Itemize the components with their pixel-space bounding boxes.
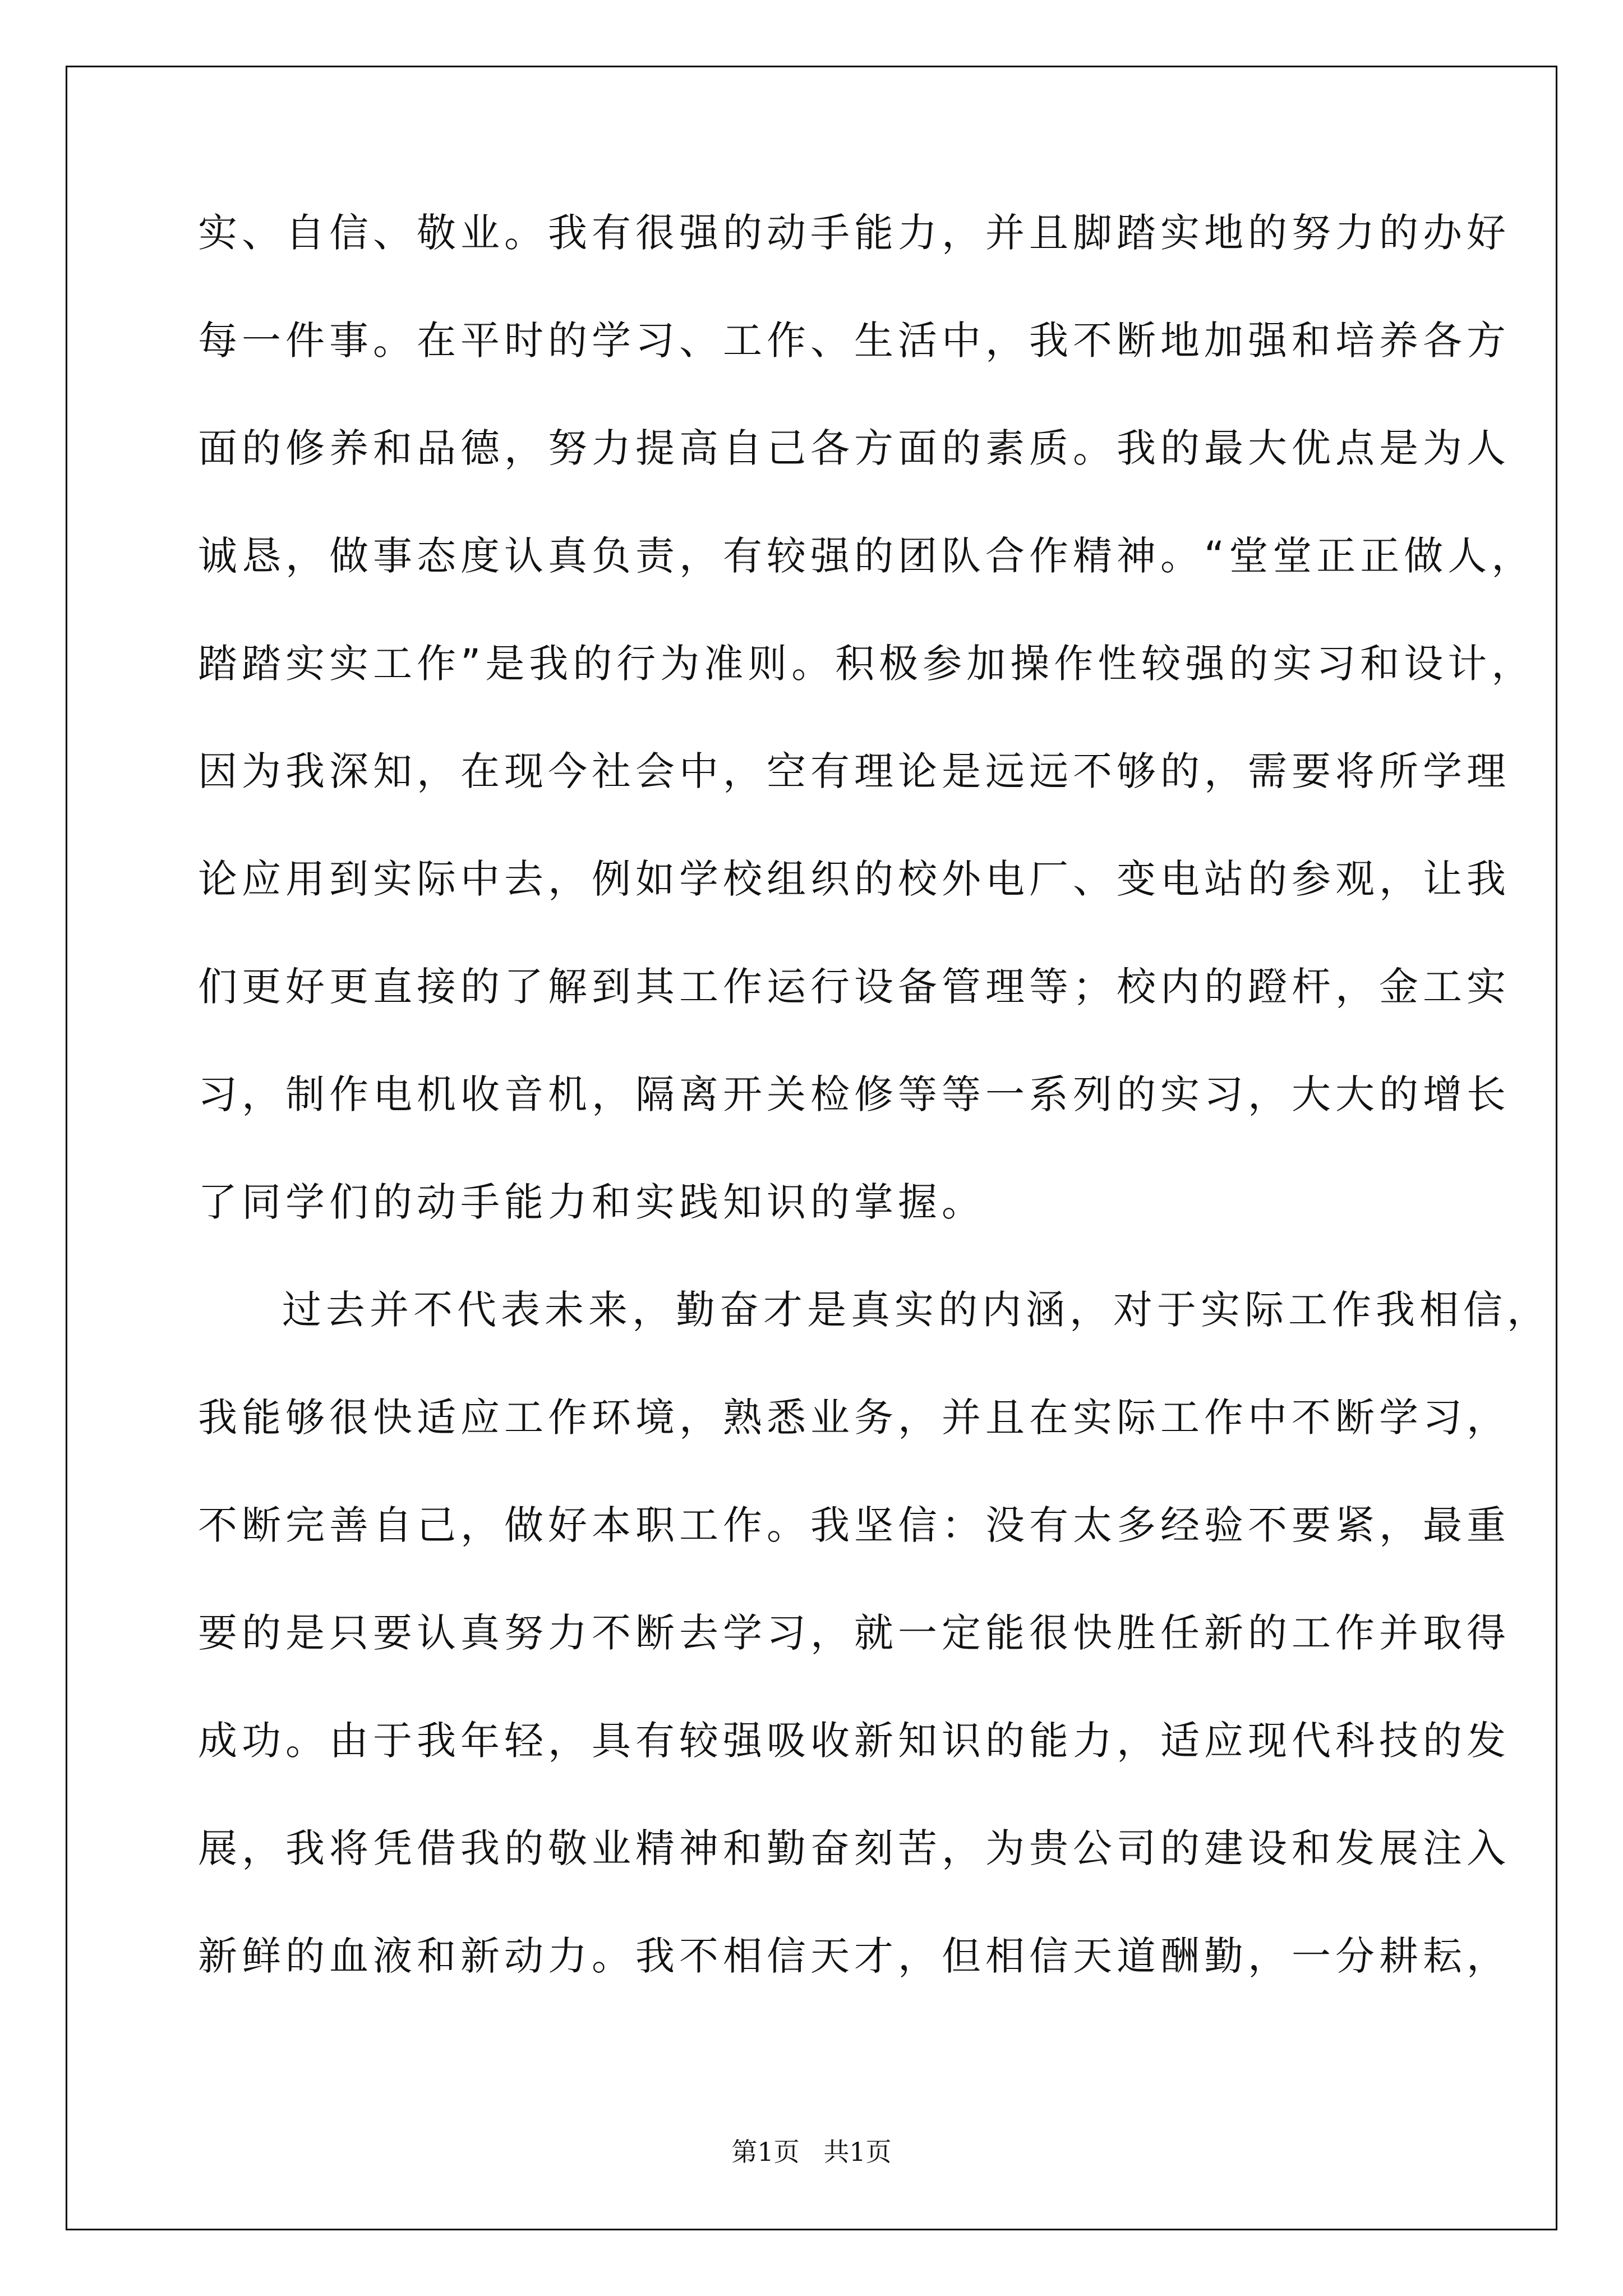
text-line: 实、自信、敬业。我有很强的动手能力，并且脚踏实地的努力的办好 [198,210,1510,256]
text-line: 们更好更直接的了解到其工作运行设备管理等；校内的蹬杆，金工实 [198,964,1510,1010]
document-body [198,210,1551,2044]
text-line: 每一件事。在平时的学习、工作、生活中，我不断地加强和培养各方 [198,318,1510,364]
text-line: 展，我将凭借我的敬业精神和勤奋刻苦，为贵公司的建设和发展注入 [198,1825,1510,1871]
text-line: 因为我深知，在现今社会中，空有理论是远远不够的，需要将所学理 [198,748,1510,794]
text-line: 论应用到实际中去，例如学校组织的校外电厂、变电站的参观，让我 [198,856,1510,902]
paragraph-start-line: 过去并不代表未来，勤奋才是真实的内涵，对于实际工作我相信， [282,1287,1551,1333]
text-line: 诚恳，做事态度认真负责，有较强的团队合作精神。“堂堂正正做人， [198,533,1536,579]
text-line: 不断完善自己，做好本职工作。我坚信：没有太多经验不要紧，最重 [198,1502,1510,1548]
text-line: 新鲜的血液和新动力。我不相信天才，但相信天道酬勤，一分耕耘， [198,1933,1510,1979]
text-line: 要的是只要认真努力不断去学习，就一定能很快胜任新的工作并取得 [198,1610,1510,1656]
page-number-current: 第1页 [731,2137,800,2167]
text-line: 成功。由于我年轻，具有较强吸收新知识的能力，适应现代科技的发 [198,1718,1510,1764]
page-number-total: 共1页 [823,2137,892,2167]
text-line: 面的修养和品德，努力提高自己各方面的素质。我的最大优点是为人 [198,425,1510,471]
text-line: 习，制作电机收音机，隔离开关检修等等一系列的实习，大大的增长 [198,1071,1510,1117]
text-line: 踏踏实实工作”是我的行为准则。积极参加操作性较强的实习和设计， [198,641,1536,687]
text-line: 了同学们的动手能力和实践知识的掌握。 [198,1179,985,1225]
page-footer [0,2132,1623,2169]
text-line: 我能够很快适应工作环境，熟悉业务，并且在实际工作中不断学习， [198,1395,1510,1441]
